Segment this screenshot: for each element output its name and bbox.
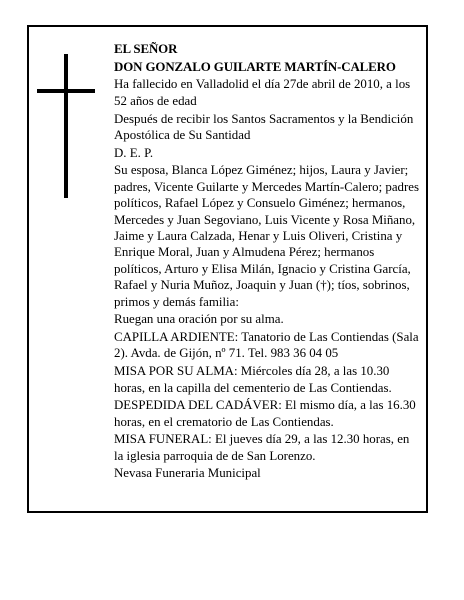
- death-statement: Ha fallecido en Valladolid el día 27de abril de 2010, a los 52 años de edad: [114, 77, 411, 108]
- cross-icon: [37, 54, 95, 198]
- family-list: Su esposa, Blanca López Giménez; hijos, Laura y Javier; padres, Vicente Guilarte y Mercedes Martín-Calero; padres políticos, Rafael López y Consuelo Giménez; hermanos, Mercedes y Juan Segoviano, Luis Vicente y Rosa Miñano, Jaime y Laura Calzada, Henar y Luis Oliveri, Cristina y Enrique Moral, Juan y Almudena Pérez; hermanos políticos, Arturo y Elisa Milán, Ignacio y Cristina García, Rafael y Nuria Muñoz, Joaquin y Juan (†); tíos, sobrinos, primos y demás familia:: [114, 163, 420, 309]
- rip-text: D. E. P.: [114, 145, 154, 160]
- prayer-request: Ruegan una oración por su alma.: [114, 312, 284, 327]
- mass-info: MISA POR SU ALMA: Miércoles día 28, a las 10.30 horas, en la capilla del cementerio de Las Contiendas.: [114, 364, 392, 395]
- cross-vertical-bar: [64, 54, 68, 198]
- chapel-info: CAPILLA ARDIENTE: Tanatorio de Las Contiendas (Sala 2). Avda. de Gijón, nº 71. Tel. 983 36 04 05: [114, 329, 419, 361]
- notice-title: EL SEÑOR: [114, 42, 178, 56]
- farewell-info: DESPEDIDA DEL CADÁVER: El mismo día, a las 16.30 horas, en el crematorio de Las Contiendas.: [114, 398, 416, 429]
- cross-horizontal-bar: [37, 89, 95, 93]
- funeral-info: MISA FUNERAL: El jueves día 29, a las 12.30 horas, en la iglesia parroquia de de San Lorenzo.: [114, 432, 410, 463]
- deceased-name: DON GONZALO GUILARTE MARTÍN-CALERO: [114, 59, 396, 74]
- funeral-home: Nevasa Funeraria Municipal: [114, 466, 261, 481]
- sacraments-statement: Después de recibir los Santos Sacramentos y la Bendición Apostólica de Su Santidad: [114, 111, 414, 142]
- notice-text: [114, 41, 420, 483]
